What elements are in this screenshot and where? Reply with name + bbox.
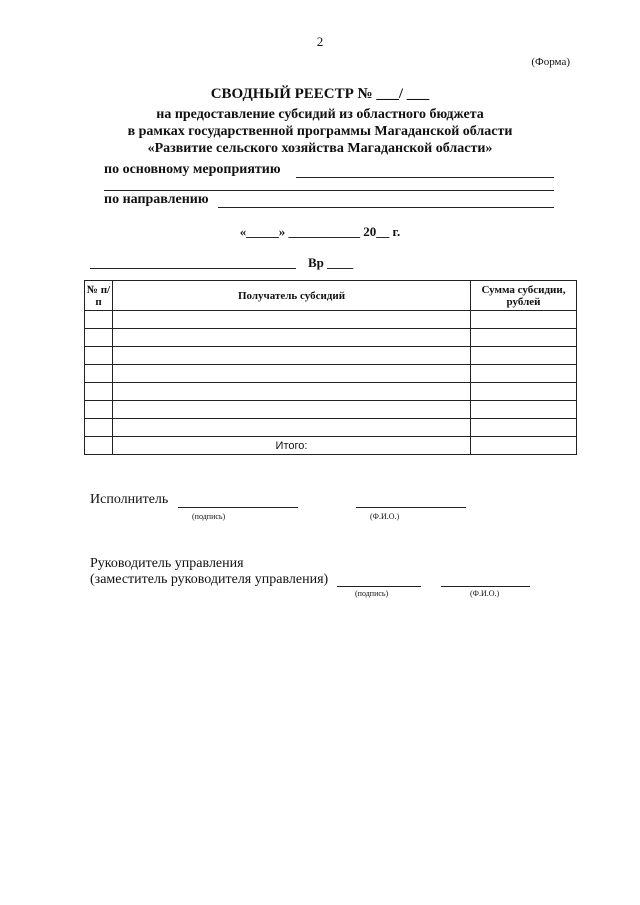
head-signature-line[interactable] (337, 586, 421, 587)
page-number: 2 (316, 34, 324, 49)
table-header-row (85, 281, 577, 311)
executor-signature-caption: (подпись) (192, 512, 226, 521)
form-label: (Форма) (531, 56, 570, 68)
table-row (85, 347, 577, 365)
head-name-line[interactable] (441, 586, 530, 587)
subtitle-line-2: в рамках государственной программы Магаданской области (127, 124, 513, 139)
table-row (85, 311, 577, 329)
subtitle-line-1: на предоставление субсидий из областного бюджета (156, 107, 484, 122)
executor-signature-line[interactable] (178, 507, 298, 508)
code-line[interactable] (90, 268, 296, 269)
main-event-line-2[interactable] (104, 190, 554, 191)
main-event-label: по основному мероприятию (104, 162, 281, 177)
document-title: СВОДНЫЙ РЕЕСТР № ___/ ___ (210, 86, 430, 102)
main-event-line[interactable] (296, 177, 554, 178)
header-recipient: Получатель субсидий (113, 281, 471, 311)
head-label-line1: Руководитель управления (90, 556, 244, 571)
head-signature-caption: (подпись) (355, 589, 389, 598)
table-total-row (85, 437, 577, 455)
executor-name-caption: (Ф.И.О.) (370, 512, 400, 521)
direction-label: по направлению (104, 192, 209, 207)
header-number: № п/п (85, 281, 113, 311)
total-label: Итого: (113, 437, 471, 455)
table-row (85, 401, 577, 419)
table-row (85, 419, 577, 437)
table-row (85, 365, 577, 383)
registry-table (84, 280, 577, 455)
document-subtitle (0, 106, 640, 157)
date-line: «_____» ___________ 20__ г. (239, 224, 401, 239)
table-row (85, 329, 577, 347)
header-amount: Сумма субсидии, рублей (471, 281, 577, 311)
table-row (85, 383, 577, 401)
head-name-caption: (Ф.И.О.) (470, 589, 500, 598)
subtitle-line-3: «Развитие сельского хозяйства Магаданской области» (147, 141, 493, 156)
executor-label: Исполнитель (90, 492, 169, 507)
head-label-line2: (заместитель руководителя управления) (90, 572, 329, 587)
executor-name-line[interactable] (356, 507, 466, 508)
direction-line[interactable] (218, 207, 554, 208)
vr-label: Вр ____ (308, 255, 354, 270)
total-amount[interactable] (471, 437, 577, 455)
